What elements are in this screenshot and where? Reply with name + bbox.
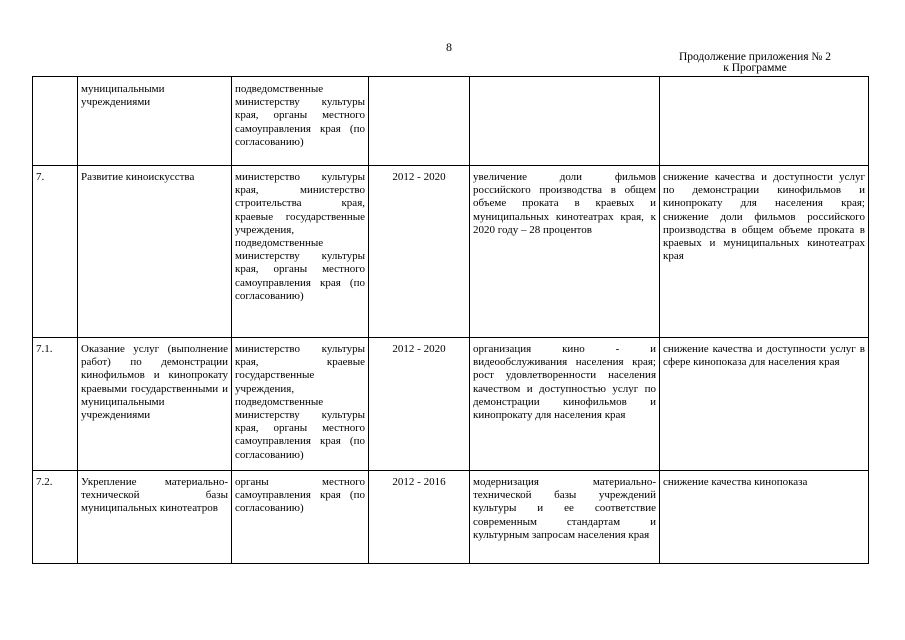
consequences: снижение качества и доступности услуг в сфере кинопоказа для населения края — [660, 338, 869, 471]
measure-name: муниципальными учреждениями — [78, 77, 232, 166]
measure-name: Оказание услуг (выполнение работ) по демонстрации кинофильмов и кинопрокату краевыми государственными и муниципальными учреждениями — [78, 338, 232, 471]
consequences: снижение качества кинопоказа — [660, 471, 869, 564]
expected-result: модернизация материально-технической базы учреждений культуры и ее соответствие современным стандартам и культурным запросам населения края — [470, 471, 660, 564]
table-row — [33, 77, 869, 166]
period: 2012 - 2016 — [369, 471, 470, 564]
period — [369, 77, 470, 166]
table-row — [33, 338, 869, 471]
expected-result: организация кино - и видеообслуживания населения края; рост удовлетворенности населения качеством и доступностью услуг по демонстрации кинофильмов и кинопрокату для населения края — [470, 338, 660, 471]
measure-name: Развитие киноискусства — [78, 166, 232, 338]
table-row — [33, 166, 869, 338]
executors: подведомственные министерству культуры края, органы местного самоуправления края (по согласованию) — [232, 77, 369, 166]
appendix-header-line1: Продолжение приложения № 2 — [678, 51, 832, 63]
table-row — [33, 471, 869, 564]
page-number: 8 — [446, 40, 452, 54]
appendix-header — [650, 52, 860, 74]
executors: органы местного самоуправления края (по согласованию) — [232, 471, 369, 564]
row-number: 7.2. — [33, 471, 78, 564]
executors: министерство культуры края, министерство строительства края, краевые государственные учреждения, подведомственные министерству культуры края, органы местного самоуправления края (по согласованию) — [232, 166, 369, 338]
period: 2012 - 2020 — [369, 166, 470, 338]
row-number — [33, 77, 78, 166]
expected-result: увеличение доли фильмов российского производства в общем объеме проката в краевых и муниципальных кинотеатрах края, к 2020 году – 28 процентов — [470, 166, 660, 338]
executors: министерство культуры края, краевые государственные учреждения, подведомственные министерству культуры края, органы местного самоуправления края (по согласованию) — [232, 338, 369, 471]
consequences: снижение качества и доступности услуг по демонстрации кинофильмов и кинопрокату для населения края; снижение доли фильмов российского производства в общем объеме проката в краевых и муниципальных кинотеатрах края — [660, 166, 869, 338]
row-number: 7.1. — [33, 338, 78, 471]
appendix-header-line2: к Программе — [723, 62, 787, 74]
expected-result — [470, 77, 660, 166]
consequences — [660, 77, 869, 166]
row-number: 7. — [33, 166, 78, 338]
program-table — [32, 76, 869, 564]
period: 2012 - 2020 — [369, 338, 470, 471]
measure-name: Укрепление материально-технической базы муниципальных кинотеатров — [78, 471, 232, 564]
